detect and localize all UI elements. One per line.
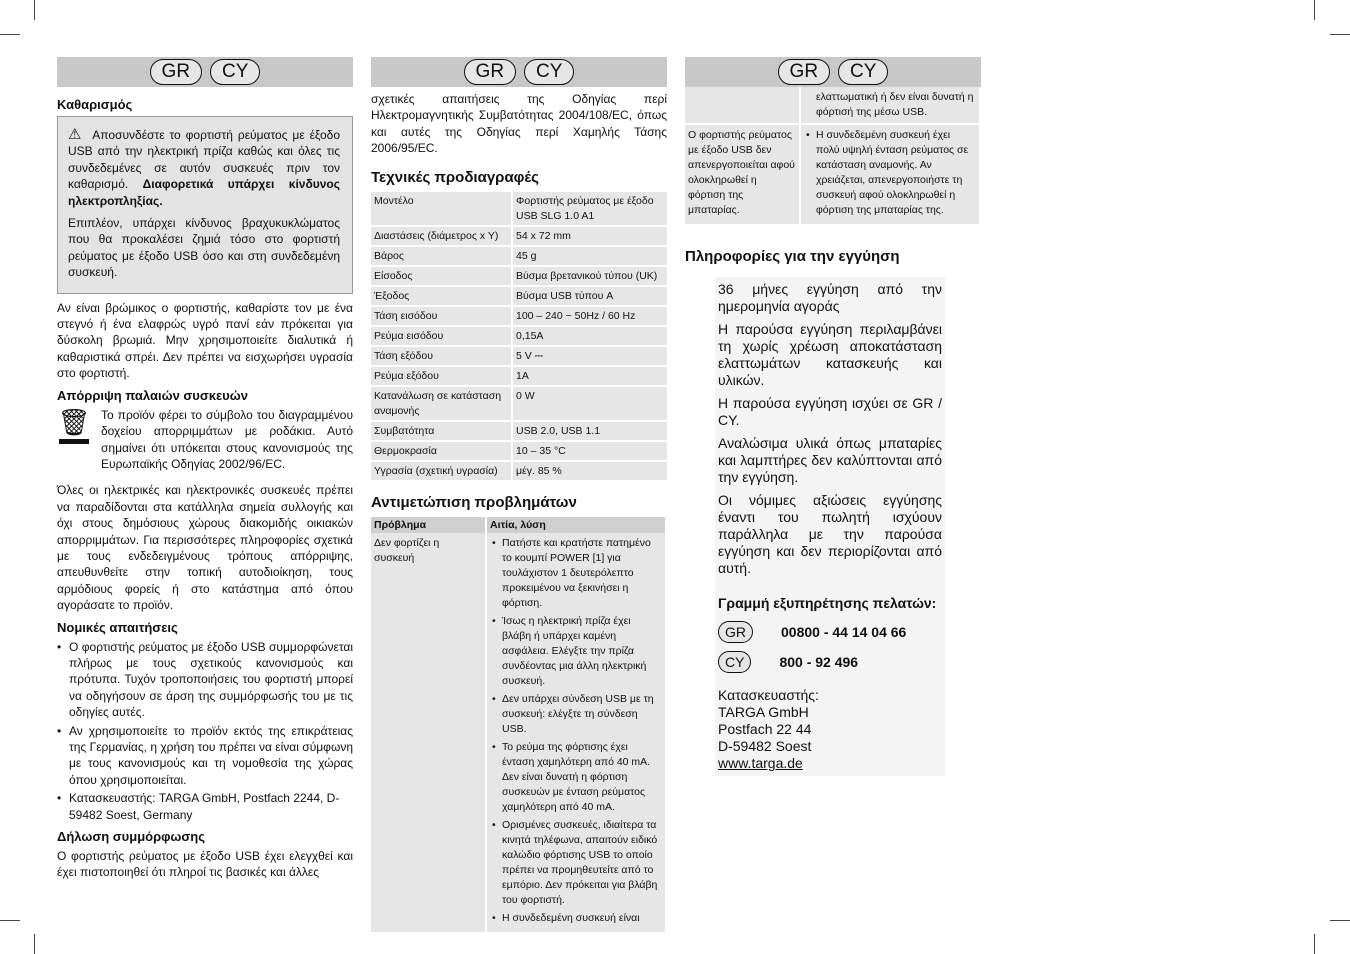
problem-cell <box>685 87 800 124</box>
conformity-heading: Δήλωση συμμόρφωσης <box>57 829 206 845</box>
list-item: • Δεν υπάρχει σύνδεση USB με τη συσκευή: ελέγξτε τη σύνδεση USB. <box>490 692 662 737</box>
country-badge-gr: GR <box>464 59 517 85</box>
spec-label: Θερμοκρασία <box>371 441 512 461</box>
spec-row <box>371 386 667 421</box>
spec-label: Συμβατότητα <box>371 421 512 441</box>
spec-value: 54 x 72 mm <box>512 226 667 246</box>
list-item: • Η συνδεδεμένη συσκευή είναι <box>490 911 662 926</box>
spec-label: Κατανάλωση σε κατάσταση αναμονής <box>371 386 512 421</box>
spec-row <box>371 306 667 326</box>
spec-value: Φορτιστής ρεύματος με έξοδο USB SLG 1.0 A1 <box>512 192 667 226</box>
spec-row <box>371 461 667 481</box>
spec-value: Βύσμα USB τύπου A <box>512 286 667 306</box>
legal-list <box>57 639 353 823</box>
spec-label: Τάση εξόδου <box>371 346 512 366</box>
spec-value: Βύσμα βρετανικού τύπου (UK) <box>512 266 667 286</box>
warranty-paragraph: Η παρούσα εγγύηση ισχύει σε GR / CY. <box>718 395 942 428</box>
website-link[interactable]: www.targa.de <box>718 755 803 771</box>
warning-text: Αποσυνδέστε το φορτιστή ρεύματος με έξοδο USB από την ηλεκτρική πρίζα καθώς και όλες τις συνδεδεμένες σε αυτόν συσκευές πριν τον καθαρισμό. <box>68 128 341 192</box>
warranty-box <box>715 277 945 776</box>
cause-cell: ελαττωματική ή δεν είναι δυνατή η φόρτισή της μέσω USB. <box>800 87 980 124</box>
spec-row <box>371 441 667 461</box>
troubleshooting-table-continued <box>685 87 981 226</box>
spec-row <box>371 366 667 386</box>
list-item: • Κατασκευαστής: TARGA GmbH, Postfach 2244, D-59482 Soest, Germany <box>57 790 353 823</box>
hotline-number: 00800 - 44 14 04 66 <box>781 624 907 640</box>
spec-value: 100 – 240 ~ 50Hz / 60 Hz <box>512 306 667 326</box>
country-badge-gr: GR <box>150 59 203 85</box>
page-column-1 <box>57 57 353 881</box>
specs-table <box>371 192 667 482</box>
hotline-number: 800 - 92 496 <box>779 654 859 670</box>
warning-triangle-icon: ⚠ <box>68 126 82 143</box>
manufacturer-line: TARGA GmbH <box>718 704 809 720</box>
crossed-bin-icon: 🗑 <box>57 407 91 473</box>
table-row <box>371 533 666 933</box>
problem-cell: Δεν φορτίζει η συσκευή <box>371 533 486 933</box>
spec-value: 45 g <box>512 246 667 266</box>
spec-row <box>371 346 667 366</box>
country-header <box>371 57 667 87</box>
list-item: • Το ρεύμα της φόρτισης έχει ένταση χαμηλότερη από 40 mA. Δεν είναι δυνατή η φόρτιση συσκευών με ένταση ρεύματος χαμηλότερη από 40 mA. <box>490 740 662 815</box>
country-header <box>57 57 353 87</box>
spec-value: 5 V ⎓ <box>512 346 667 366</box>
spec-row <box>371 266 667 286</box>
spec-label: Διαστάσεις (διάμετρος x Y) <box>371 226 512 246</box>
column-header-problem: Πρόβλημα <box>371 517 486 533</box>
cleaning-body: Αν είναι βρώμικος ο φορτιστής, καθαρίστε τον με ένα στεγνό ή ένα ελαφρώς υγρό πανί εάν πρόκειται για δύσκολη βρωμιά. Μην χρησιμοποιείτε διαλυτικά ή καθαριστικά σπρέι. Δεν πρέπει να εισχωρήσει υγρασία στο φορτιστή. <box>57 300 353 381</box>
crop-mark <box>1314 0 1315 20</box>
list-item: • Ίσως η ηλεκτρική πρίζα έχει βλάβη ή υπάρχει καμένη ασφάλεια. Ελέγξτε την πρίζα συνδέοντας μια άλλη ηλεκτρική συσκευή. <box>490 614 662 689</box>
spec-row <box>371 286 667 306</box>
spec-label: Τάση εισόδου <box>371 306 512 326</box>
crop-mark <box>0 920 20 921</box>
spec-value: μέγ. 85 % <box>512 461 667 481</box>
hotline-heading: Γραμμή εξυπηρέτησης πελατών: <box>718 595 937 611</box>
list-item: • Αν χρησιμοποιείτε το προϊόν εκτός της επικράτειας της Γερμανίας, η χρήση του πρέπει να είναι σύμφωνη με τους κανονισμούς και τη νομοθεσία της χώρας όπου χρησιμοποιείται. <box>57 723 353 789</box>
spec-row <box>371 421 667 441</box>
crop-mark <box>0 34 20 35</box>
warranty-heading: Πληροφορίες για την εγγύηση <box>685 248 900 265</box>
table-row <box>685 124 980 225</box>
spec-label: Ρεύμα εξόδου <box>371 366 512 386</box>
crop-mark <box>1314 934 1315 954</box>
hotline-cy <box>718 651 942 673</box>
disposal-heading: Απόρριψη παλαιών συσκευών <box>57 387 248 403</box>
list-item: • Ορισμένες συσκευές, ιδιαίτερα τα κινητά τηλέφωνα, απαιτούν ειδικό καλώδιο φόρτισης USB το οποίο πρέπει να προμηθευτείτε από το εμπόριο. Δεν πρόκειται για βλάβη του φορτιστή. <box>490 818 662 908</box>
spec-value: USB 2.0, USB 1.1 <box>512 421 667 441</box>
country-badge-cy: CY <box>838 59 888 85</box>
manufacturer-label: Κατασκευαστής: <box>718 687 819 703</box>
warranty-paragraph: Οι νόμιμες αξιώσεις εγγύησης έναντι του πωλητή ισχύουν παράλληλα με την παρούσα εγγύηση και δεν περιορίζονται από αυτή. <box>718 492 942 576</box>
spec-row <box>371 246 667 266</box>
warning-text-2: Επιπλέον, υπάρχει κίνδυνος βραχυκυκλώματος που θα προκαλέσει ζημιά τόσο στο φορτιστή ρεύματος με έξοδο USB όσο και στη συνδεδεμένη συσκευή. <box>68 216 340 280</box>
manufacturer-line: D-59482 Soest <box>718 738 812 754</box>
list-item: • Πατήστε και κρατήστε πατημένο το κουμπί POWER [1] για τουλάχιστον 1 δευτερόλεπτο προκειμένου να ξεκινήσει η φόρτιση. <box>490 536 662 611</box>
spec-label: Υγρασία (σχετική υγρασία) <box>371 461 512 481</box>
warranty-paragraph: Αναλώσιμα υλικά όπως μπαταρίες και λαμπτήρες δεν καλύπτονται από την εγγύηση. <box>718 435 942 485</box>
table-row <box>685 87 980 124</box>
country-header <box>685 57 981 87</box>
spec-value: 0,15A <box>512 326 667 346</box>
conformity-body: Ο φορτιστής ρεύματος με έξοδο USB έχει ελεγχθεί και έχει πιστοποιηθεί ότι πληροί τις βασικές και άλλες <box>57 849 353 880</box>
crop-mark <box>1330 34 1350 35</box>
crop-mark <box>34 0 35 20</box>
spec-row <box>371 226 667 246</box>
warranty-paragraph: 36 μήνες εγγύηση από την ημερομηνία αγοράς <box>718 281 942 314</box>
conformity-continuation: σχετικές απαιτήσεις της Οδηγίας περί Ηλεκτρομαγνητικής Συμβατότητας 2004/108/EC, όπως και αυτές της Οδηγίας περί Χαμηλής Τάσης 2006/95/EC. <box>371 92 667 156</box>
page-column-3 <box>685 57 981 776</box>
cleaning-warning-box <box>57 116 353 294</box>
disposal-symbol-text: Το προϊόν φέρει το σύμβολο του διαγραμμένου δοχείου απορριμμάτων με ροδάκια. Αυτό σημαίνει ότι υπόκειται στους κανονισμούς της Ευρωπαϊκής Οδηγίας 2002/96/EC. <box>101 407 353 471</box>
spec-row <box>371 326 667 346</box>
troubleshooting-table <box>371 517 667 934</box>
spec-label: Είσοδος <box>371 266 512 286</box>
warranty-paragraph: Η παρούσα εγγύηση περιλαμβάνει τη χωρίς χρέωση αποκατάσταση ελαττωμάτων κατασκευής και υλικών. <box>718 321 942 388</box>
country-badge-cy: CY <box>718 651 751 673</box>
spec-label: Ρεύμα εισόδου <box>371 326 512 346</box>
specs-heading: Τεχνικές προδιαγραφές <box>371 168 539 186</box>
column-header-cause: Αιτία, λύση <box>486 517 666 533</box>
hotline-gr <box>718 621 942 643</box>
spec-value: 10 – 35 °C <box>512 441 667 461</box>
cause-cell <box>486 533 666 933</box>
country-badge-gr: GR <box>778 59 831 85</box>
cleaning-heading: Καθαρισμός <box>57 97 133 112</box>
list-item: • Ο φορτιστής ρεύματος με έξοδο USB συμμορφώνεται πλήρως με τους σχετικούς κανονισμούς και πρότυπα. Τυχόν τροποποιήσεις του φορτιστή μπορεί να οδηγήσουν σε άρση της συμμόρφωσής του με τις οδηγίες αυτές. <box>57 639 353 721</box>
spec-label: Βάρος <box>371 246 512 266</box>
manufacturer-line: Postfach 22 44 <box>718 721 812 737</box>
crop-mark <box>34 934 35 954</box>
disposal-symbol-block <box>57 407 353 473</box>
spec-label: Μοντέλο <box>371 192 512 226</box>
list-item: • Η συνδεδεμένη συσκευή έχει πολύ υψηλή ένταση ρεύματος σε κατάσταση αναμονής. Αν χρειάζεται, απενεργοποιήστε τη συσκευή αφού ολοκληρωθεί η φόρτιση της μπαταρίας της. <box>804 128 976 218</box>
manufacturer-block <box>718 687 942 772</box>
country-badge-gr: GR <box>718 621 753 643</box>
disposal-body: Όλες οι ηλεκτρικές και ηλεκτρονικές συσκευές πρέπει να παραδίδονται στα κατάλληλα σημεία συλλογής και όχι στους δημόσιους χώρους διακομιδής οικιακών απορριμμάτων. Για περισσότερες πληροφορίες σχετικά με τους ενδεδειγμένους τρόπους απόρριψης, απευθυνθείτε στην τοπική αυτοδιοίκηση, τους αρμόδιους φορείς ή στο κατάστημα από όπου αγοράσατε το προϊόν. <box>57 483 353 613</box>
country-badge-cy: CY <box>210 59 260 85</box>
spec-label: Έξοδος <box>371 286 512 306</box>
spec-value: 0 W <box>512 386 667 421</box>
crop-mark <box>1330 920 1350 921</box>
spec-value: 1A <box>512 366 667 386</box>
legal-heading: Νομικές απαιτήσεις <box>57 619 178 635</box>
spec-row <box>371 192 667 226</box>
problem-cell: Ο φορτιστής ρεύματος με έξοδο USB δεν απενεργοποιείται αφού ολοκληρωθεί η φόρτιση της μπαταρίας. <box>685 124 800 225</box>
country-badge-cy: CY <box>524 59 574 85</box>
troubleshooting-heading: Αντιμετώπιση προβλημάτων <box>371 493 577 511</box>
warning-bold-text: Διαφορετικά υπάρχει κίνδυνος ηλεκτροπληξίας. <box>68 177 340 208</box>
page-column-2 <box>371 57 667 934</box>
cause-cell <box>800 124 980 225</box>
